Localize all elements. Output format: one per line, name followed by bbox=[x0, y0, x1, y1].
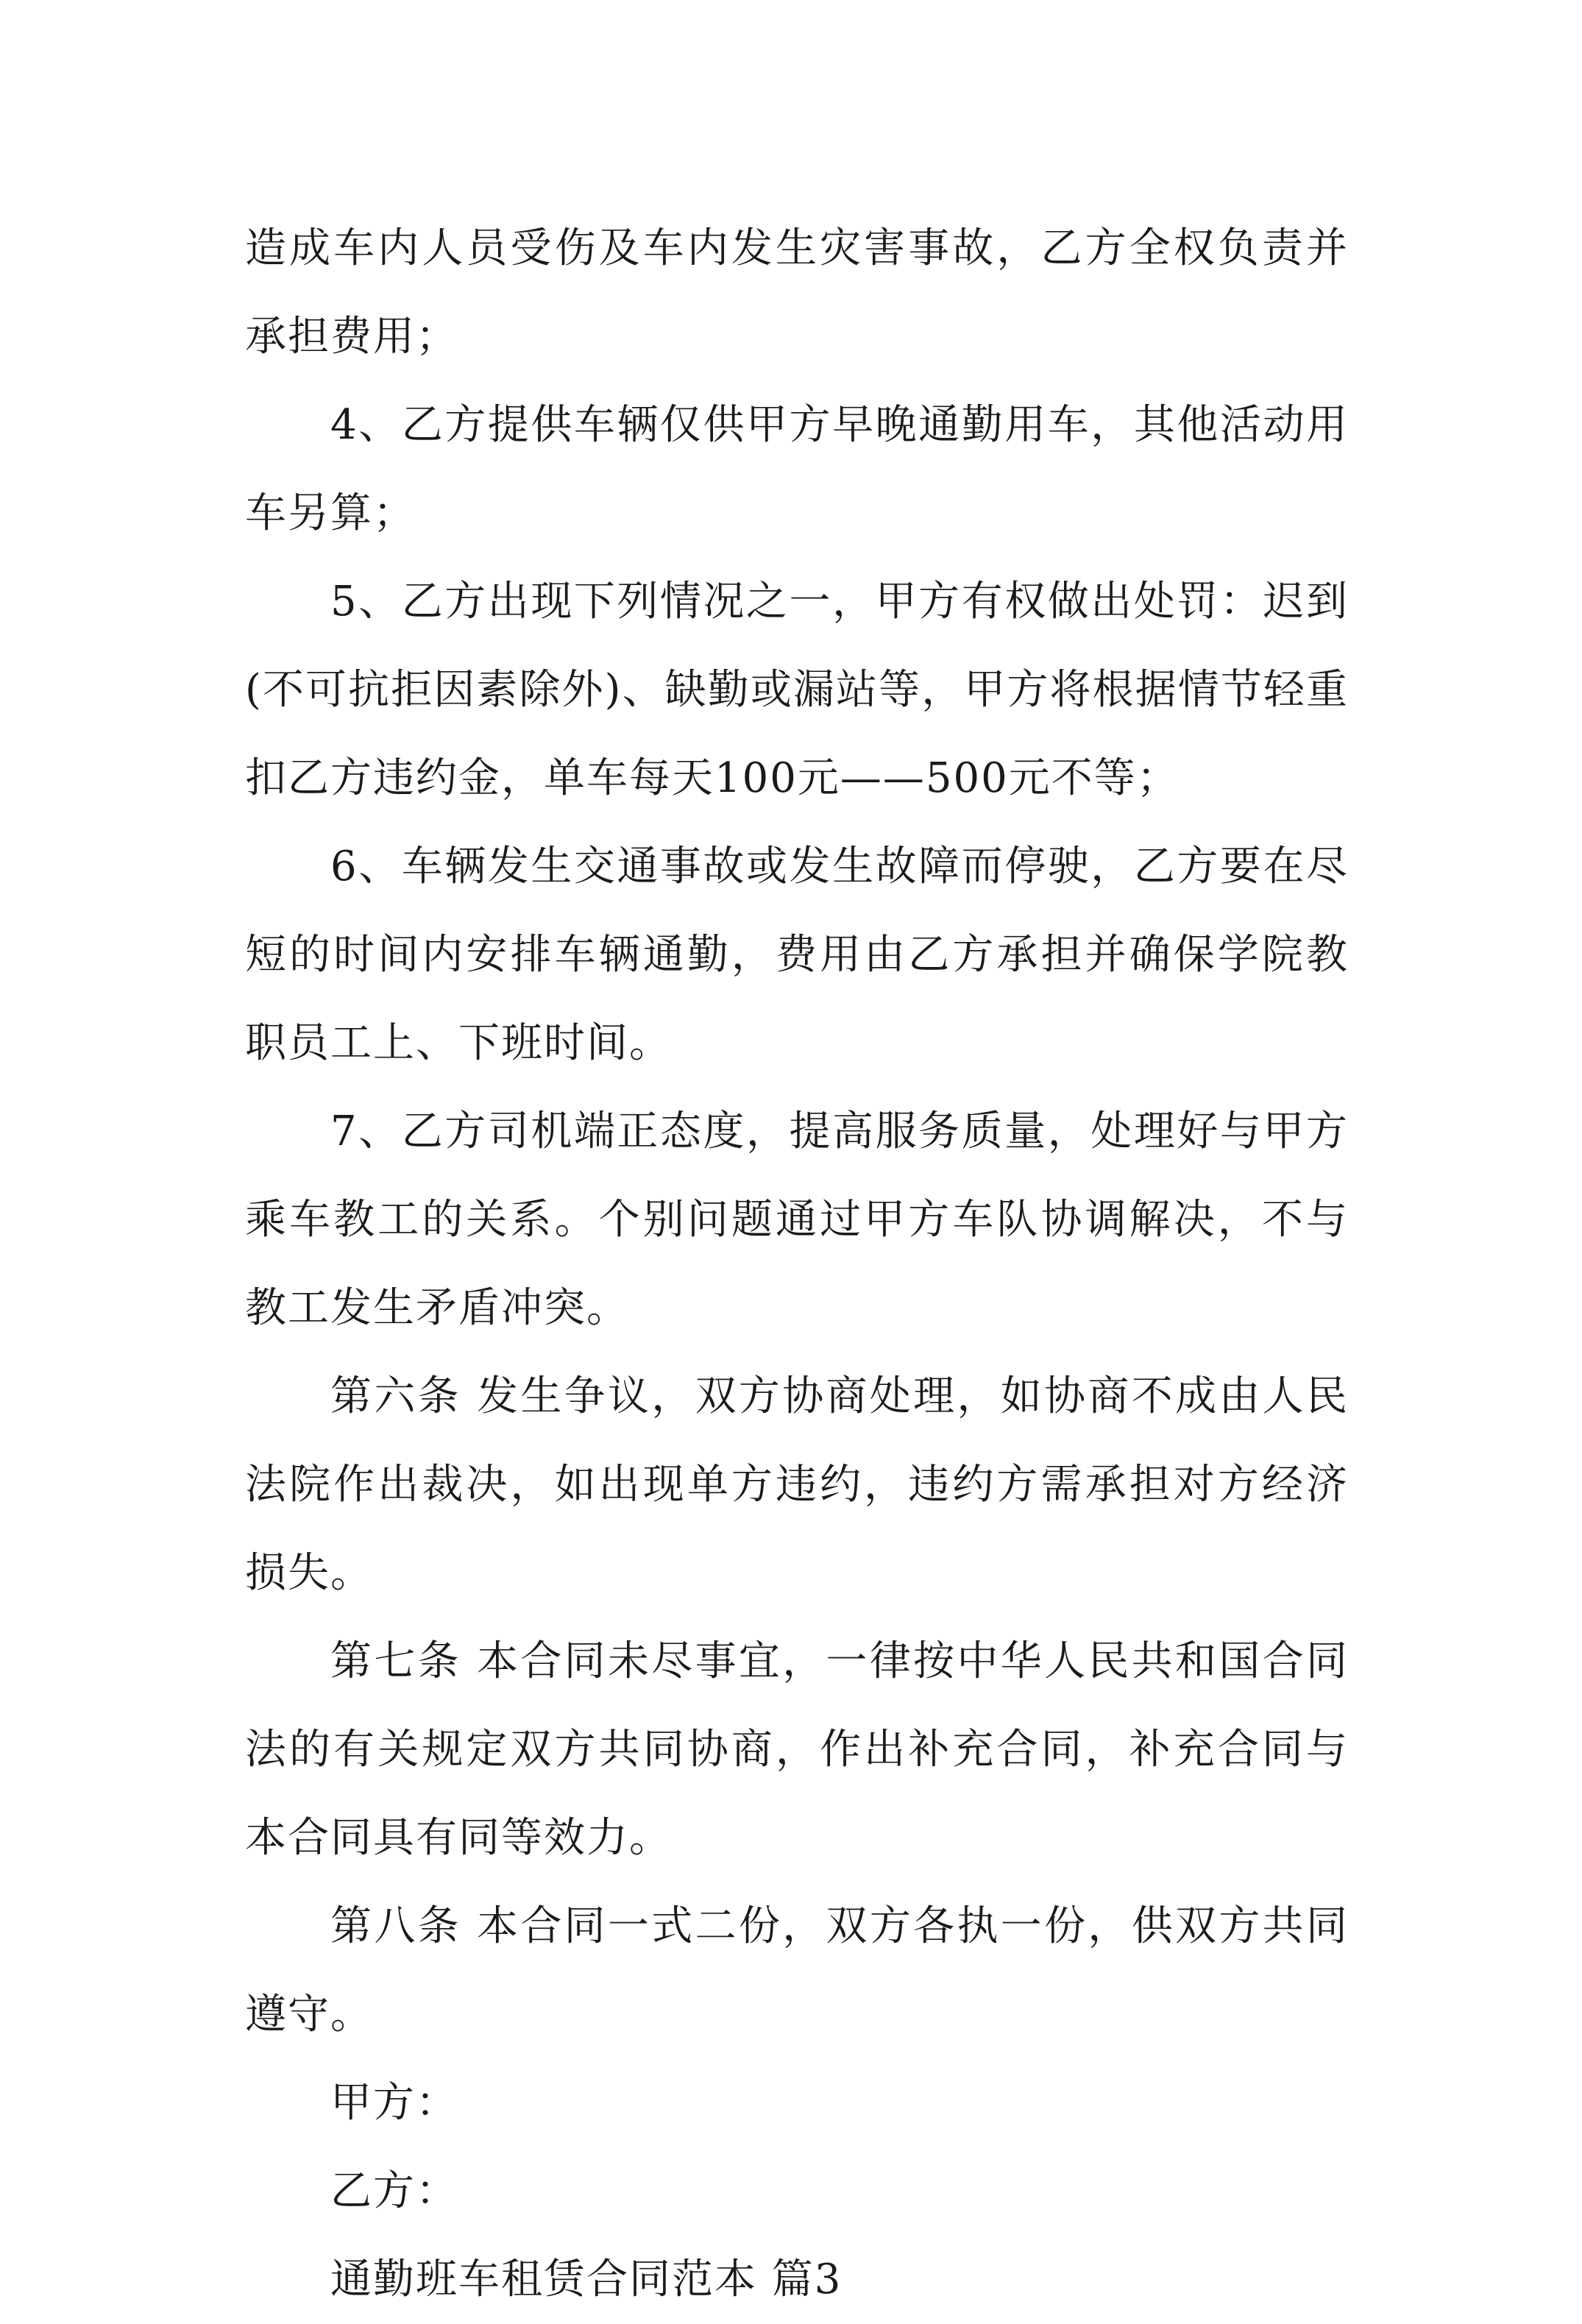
paragraph-item-4: 4、乙方提供车辆仅供甲方早晚通勤用车，其他活动用车另算； bbox=[245, 401, 1349, 537]
paragraph-item-7: 7、乙方司机端正态度，提高服务质量，处理好与甲方乘车教工的关系。个别问题通过甲方车队协调解决，不与教工发生矛盾冲突。 bbox=[245, 1108, 1349, 1332]
paragraph-item-5: 5、乙方出现下列情况之一，甲方有权做出处罚：迟到(不可抗拒因素除外)、缺勤或漏站等，甲方将根据情节轻重扣乙方违约金，单车每天100元——500元不等； bbox=[245, 578, 1349, 802]
paragraph-article-8: 第八条 本合同一式二份，双方各执一份，供双方共同遵守。 bbox=[245, 1902, 1349, 2038]
party-b-signature: 乙方： bbox=[330, 2167, 458, 2215]
party-a-signature: 甲方： bbox=[330, 2079, 458, 2127]
paragraph-continuation: 造成车内人员受伤及车内发生灾害事故，乙方全权负责并承担费用； bbox=[245, 224, 1349, 361]
document-body bbox=[245, 205, 1349, 2324]
paragraph-item-6: 6、车辆发生交通事故或发生故障而停驶，乙方要在尽短的时间内安排车辆通勤，费用由乙方承担并确保学院教职员工上、下班时间。 bbox=[245, 843, 1349, 1067]
next-section-title: 通勤班车租赁合同范本 篇3 bbox=[330, 2256, 843, 2303]
paragraph-article-6: 第六条 发生争议，双方协商处理，如协商不成由人民法院作出裁决，如出现单方违约，违约方需承担对方经济损失。 bbox=[245, 1372, 1349, 1597]
paragraph-article-7: 第七条 本合同未尽事宜，一律按中华人民共和国合同法的有关规定双方共同协商，作出补充合同，补充合同与本合同具有同等效力。 bbox=[245, 1637, 1349, 1862]
